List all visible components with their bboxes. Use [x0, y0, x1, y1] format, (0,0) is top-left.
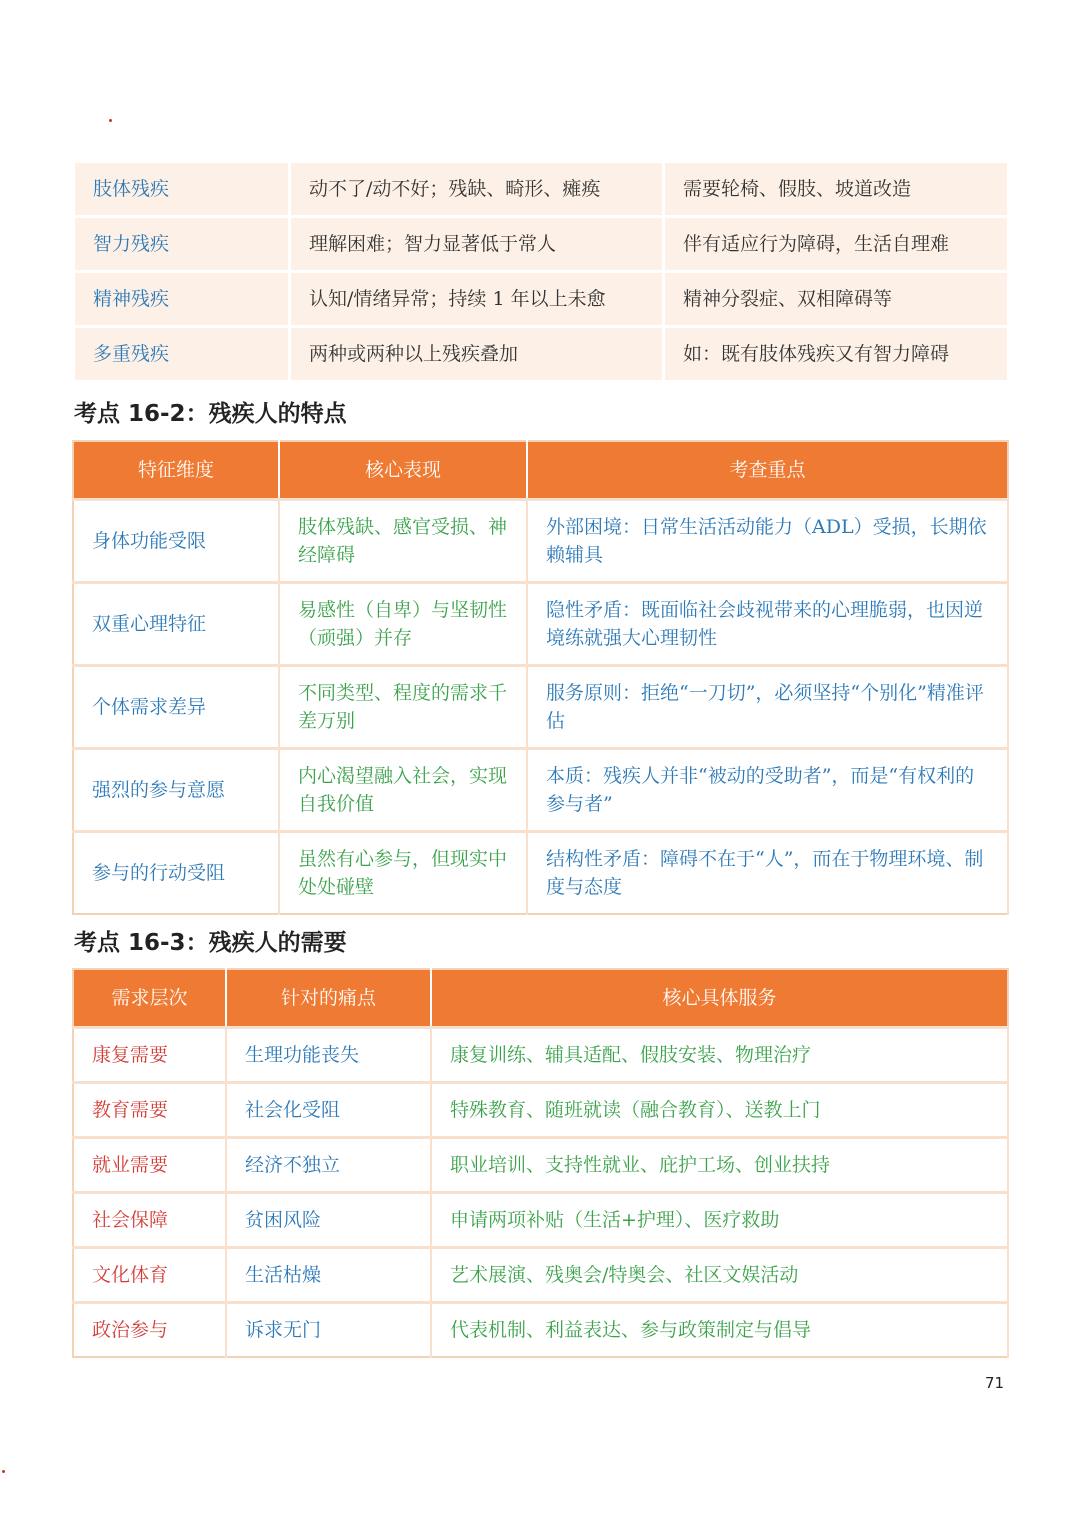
core-manifestation: 内心渴望融入社会，实现自我价值 [279, 749, 527, 832]
table-row [73, 749, 1008, 832]
feature-dimension: 强烈的参与意愿 [73, 749, 279, 832]
disability-note: 需要轮椅、假肢、坡道改造 [664, 162, 1009, 217]
disability-type: 智力残疾 [74, 217, 290, 272]
decorative-dot [109, 119, 112, 122]
core-service: 代表机制、利益表达、参与政策制定与倡导 [431, 1303, 1008, 1358]
decorative-dot [2, 1470, 5, 1473]
core-service: 特殊教育、随班就读（融合教育）、送教上门 [431, 1083, 1008, 1138]
need-level: 教育需要 [73, 1083, 226, 1138]
need-level: 就业需要 [73, 1138, 226, 1193]
column-header: 考查重点 [527, 441, 1008, 500]
exam-focus: 本质：残疾人并非“被动的受助者”，而是“有权利的参与者” [527, 749, 1008, 832]
table-header-row [73, 441, 1008, 500]
table-row [74, 162, 1009, 217]
disability-note: 精神分裂症、双相障碍等 [664, 272, 1009, 327]
need-level: 社会保障 [73, 1193, 226, 1248]
core-service: 康复训练、辅具适配、假肢安装、物理治疗 [431, 1028, 1008, 1083]
disability-type: 多重残疾 [74, 327, 290, 382]
table-row [74, 327, 1009, 382]
disability-feature: 理解困难；智力显著低于常人 [290, 217, 664, 272]
disability-note: 伴有适应行为障碍，生活自理难 [664, 217, 1009, 272]
disability-feature: 两种或两种以上残疾叠加 [290, 327, 664, 382]
core-manifestation: 易感性（自卑）与坚韧性（顽强）并存 [279, 583, 527, 666]
table-row [73, 1303, 1008, 1358]
table-row [73, 1248, 1008, 1303]
column-header: 针对的痛点 [226, 969, 431, 1028]
pain-point: 生活枯燥 [226, 1248, 431, 1303]
section-heading: 考点 16-3：残疾人的需要 [74, 930, 347, 956]
feature-dimension: 身体功能受限 [73, 500, 279, 583]
disability-type: 精神残疾 [74, 272, 290, 327]
disability-feature: 动不了/动不好；残缺、畸形、瘫痪 [290, 162, 664, 217]
feature-dimension: 个体需求差异 [73, 666, 279, 749]
pain-point: 贫困风险 [226, 1193, 431, 1248]
disability-note: 如：既有肢体残疾又有智力障碍 [664, 327, 1009, 382]
pain-point: 社会化受阻 [226, 1083, 431, 1138]
need-level: 政治参与 [73, 1303, 226, 1358]
pain-point: 经济不独立 [226, 1138, 431, 1193]
exam-focus: 外部困境：日常生活活动能力（ADL）受损，长期依赖辅具 [527, 500, 1008, 583]
exam-focus: 服务原则：拒绝“一刀切”，必须坚持“个别化”精准评估 [527, 666, 1008, 749]
core-service: 申请两项补贴（生活+护理）、医疗救助 [431, 1193, 1008, 1248]
table-row [74, 217, 1009, 272]
table-row [73, 1028, 1008, 1083]
need-level: 文化体育 [73, 1248, 226, 1303]
table-row [73, 500, 1008, 583]
disability-feature: 认知/情绪异常；持续 1 年以上未愈 [290, 272, 664, 327]
disability-type: 肢体残疾 [74, 162, 290, 217]
pain-point: 生理功能丧失 [226, 1028, 431, 1083]
feature-dimension: 双重心理特征 [73, 583, 279, 666]
page-number: 71 [985, 1374, 1005, 1392]
disability-types-table [72, 160, 1010, 383]
core-service: 职业培训、支持性就业、庇护工场、创业扶持 [431, 1138, 1008, 1193]
table-row [73, 832, 1008, 915]
core-manifestation: 虽然有心参与，但现实中处处碰壁 [279, 832, 527, 915]
section-heading: 考点 16-2：残疾人的特点 [74, 401, 347, 427]
core-manifestation: 肢体残缺、感官受损、神经障碍 [279, 500, 527, 583]
core-service: 艺术展演、残奥会/特奥会、社区文娱活动 [431, 1248, 1008, 1303]
exam-focus: 结构性矛盾：障碍不在于“人”，而在于物理环境、制度与态度 [527, 832, 1008, 915]
table-row [73, 1138, 1008, 1193]
needs-table [72, 968, 1009, 1358]
table-row [73, 666, 1008, 749]
column-header: 核心表现 [279, 441, 527, 500]
table-row [73, 1083, 1008, 1138]
table-header-row [73, 969, 1008, 1028]
column-header: 需求层次 [73, 969, 226, 1028]
table-row [73, 1193, 1008, 1248]
core-manifestation: 不同类型、程度的需求千差万别 [279, 666, 527, 749]
pain-point: 诉求无门 [226, 1303, 431, 1358]
feature-dimension: 参与的行动受阻 [73, 832, 279, 915]
table-row [74, 272, 1009, 327]
column-header: 核心具体服务 [431, 969, 1008, 1028]
column-header: 特征维度 [73, 441, 279, 500]
table-row [73, 583, 1008, 666]
characteristics-table [72, 440, 1009, 915]
exam-focus: 隐性矛盾：既面临社会歧视带来的心理脆弱，也因逆境练就强大心理韧性 [527, 583, 1008, 666]
need-level: 康复需要 [73, 1028, 226, 1083]
